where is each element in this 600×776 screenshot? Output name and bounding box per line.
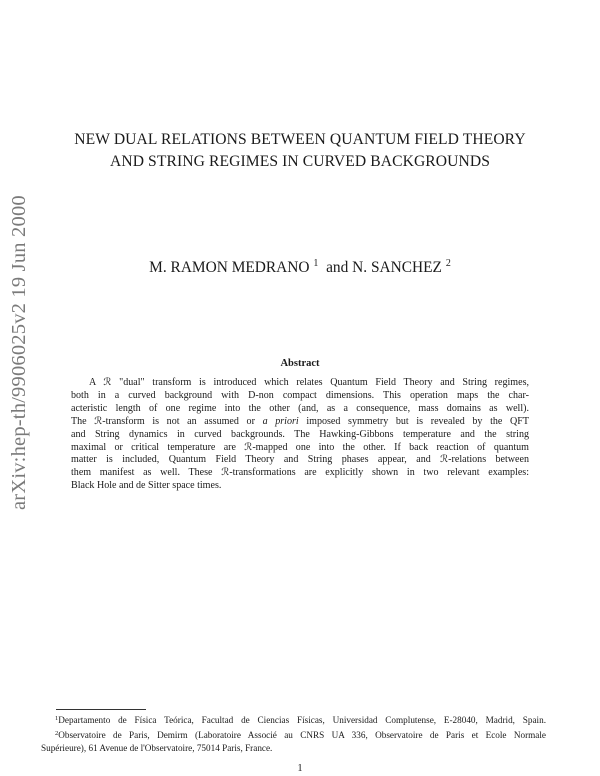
- footnote-1-mark: 1: [55, 715, 59, 722]
- author-1-footnote-mark: 1: [313, 258, 319, 269]
- footnote-1: [41, 712, 546, 727]
- abstract-line: matter is included, Quantum Field Theory and String phases appear, and ℛ-relations between: [71, 454, 529, 466]
- page-number: 1: [297, 763, 303, 774]
- abstract-line: them manifest as well. These ℛ-transformations are explicitly shown in two relevant examples:: [71, 467, 529, 479]
- author-1-name: M. RAMON MEDRANO: [149, 259, 310, 276]
- arxiv-identifier-stamp: arXiv:hep-th/9906025v2 19 Jun 2000: [8, 195, 30, 510]
- footnote-1-text: Departamento de Física Teórica, Facultad de Ciencias Físicas, Universidad Complutense, E-28040, Madrid, Spain.: [58, 715, 546, 725]
- abstract-line: A ℛ "dual" transform is introduced which relates Quantum Field Theory and String regimes,: [89, 377, 529, 388]
- paper-title: [0, 129, 600, 173]
- abstract-text-segment: The ℛ-transform is not an assumed or: [71, 415, 255, 427]
- abstract-heading: Abstract: [280, 358, 320, 369]
- abstract-line: maximal or critical temperature are ℛ-mapped one into the other. If back reaction of quantum: [71, 441, 529, 453]
- footnote-2-continuation: Supérieure), 61 Avenue de l'Observatoire, 75014 Paris, France.: [41, 743, 273, 753]
- abstract-line: Black Hole and de Sitter space times.: [71, 480, 222, 492]
- author-2-name: N. SANCHEZ: [352, 259, 442, 276]
- abstract-text-segment: imposed symmetry but is revealed by the QFT: [306, 415, 529, 427]
- abstract-line: [71, 416, 529, 429]
- abstract-line: both in a curved background with D-non compact dimensions. This operation maps the char-: [71, 389, 529, 401]
- title-line-1: NEW DUAL RELATIONS BETWEEN QUANTUM FIELD THEORY: [74, 131, 526, 148]
- footnote-2-mark: 2: [55, 730, 59, 737]
- abstract-line: acteristic length of one regime into the other (and, as a consequence, mass domains as well).: [71, 402, 529, 414]
- author-list: [0, 258, 600, 277]
- title-line-2: AND STRING REGIMES IN CURVED BACKGROUNDS: [109, 153, 491, 170]
- author-conjunction: and: [326, 259, 349, 276]
- abstract-italic-phrase: a priori: [262, 415, 299, 427]
- abstract-body: [71, 377, 529, 493]
- footnotes: [41, 712, 546, 755]
- footnote-divider: [56, 709, 146, 710]
- footnote-2-text-line-1: Observatoire de Paris, Demirm (Laboratoire Associé au CNRS UA 336, Observatoire de Paris et Ecole Normale: [58, 730, 546, 740]
- footnote-2: [41, 727, 546, 742]
- author-2-footnote-mark: 2: [445, 258, 451, 269]
- abstract-line: and String dynamics in curved backgrounds. The Hawking-Gibbons temperature and the string: [71, 428, 529, 440]
